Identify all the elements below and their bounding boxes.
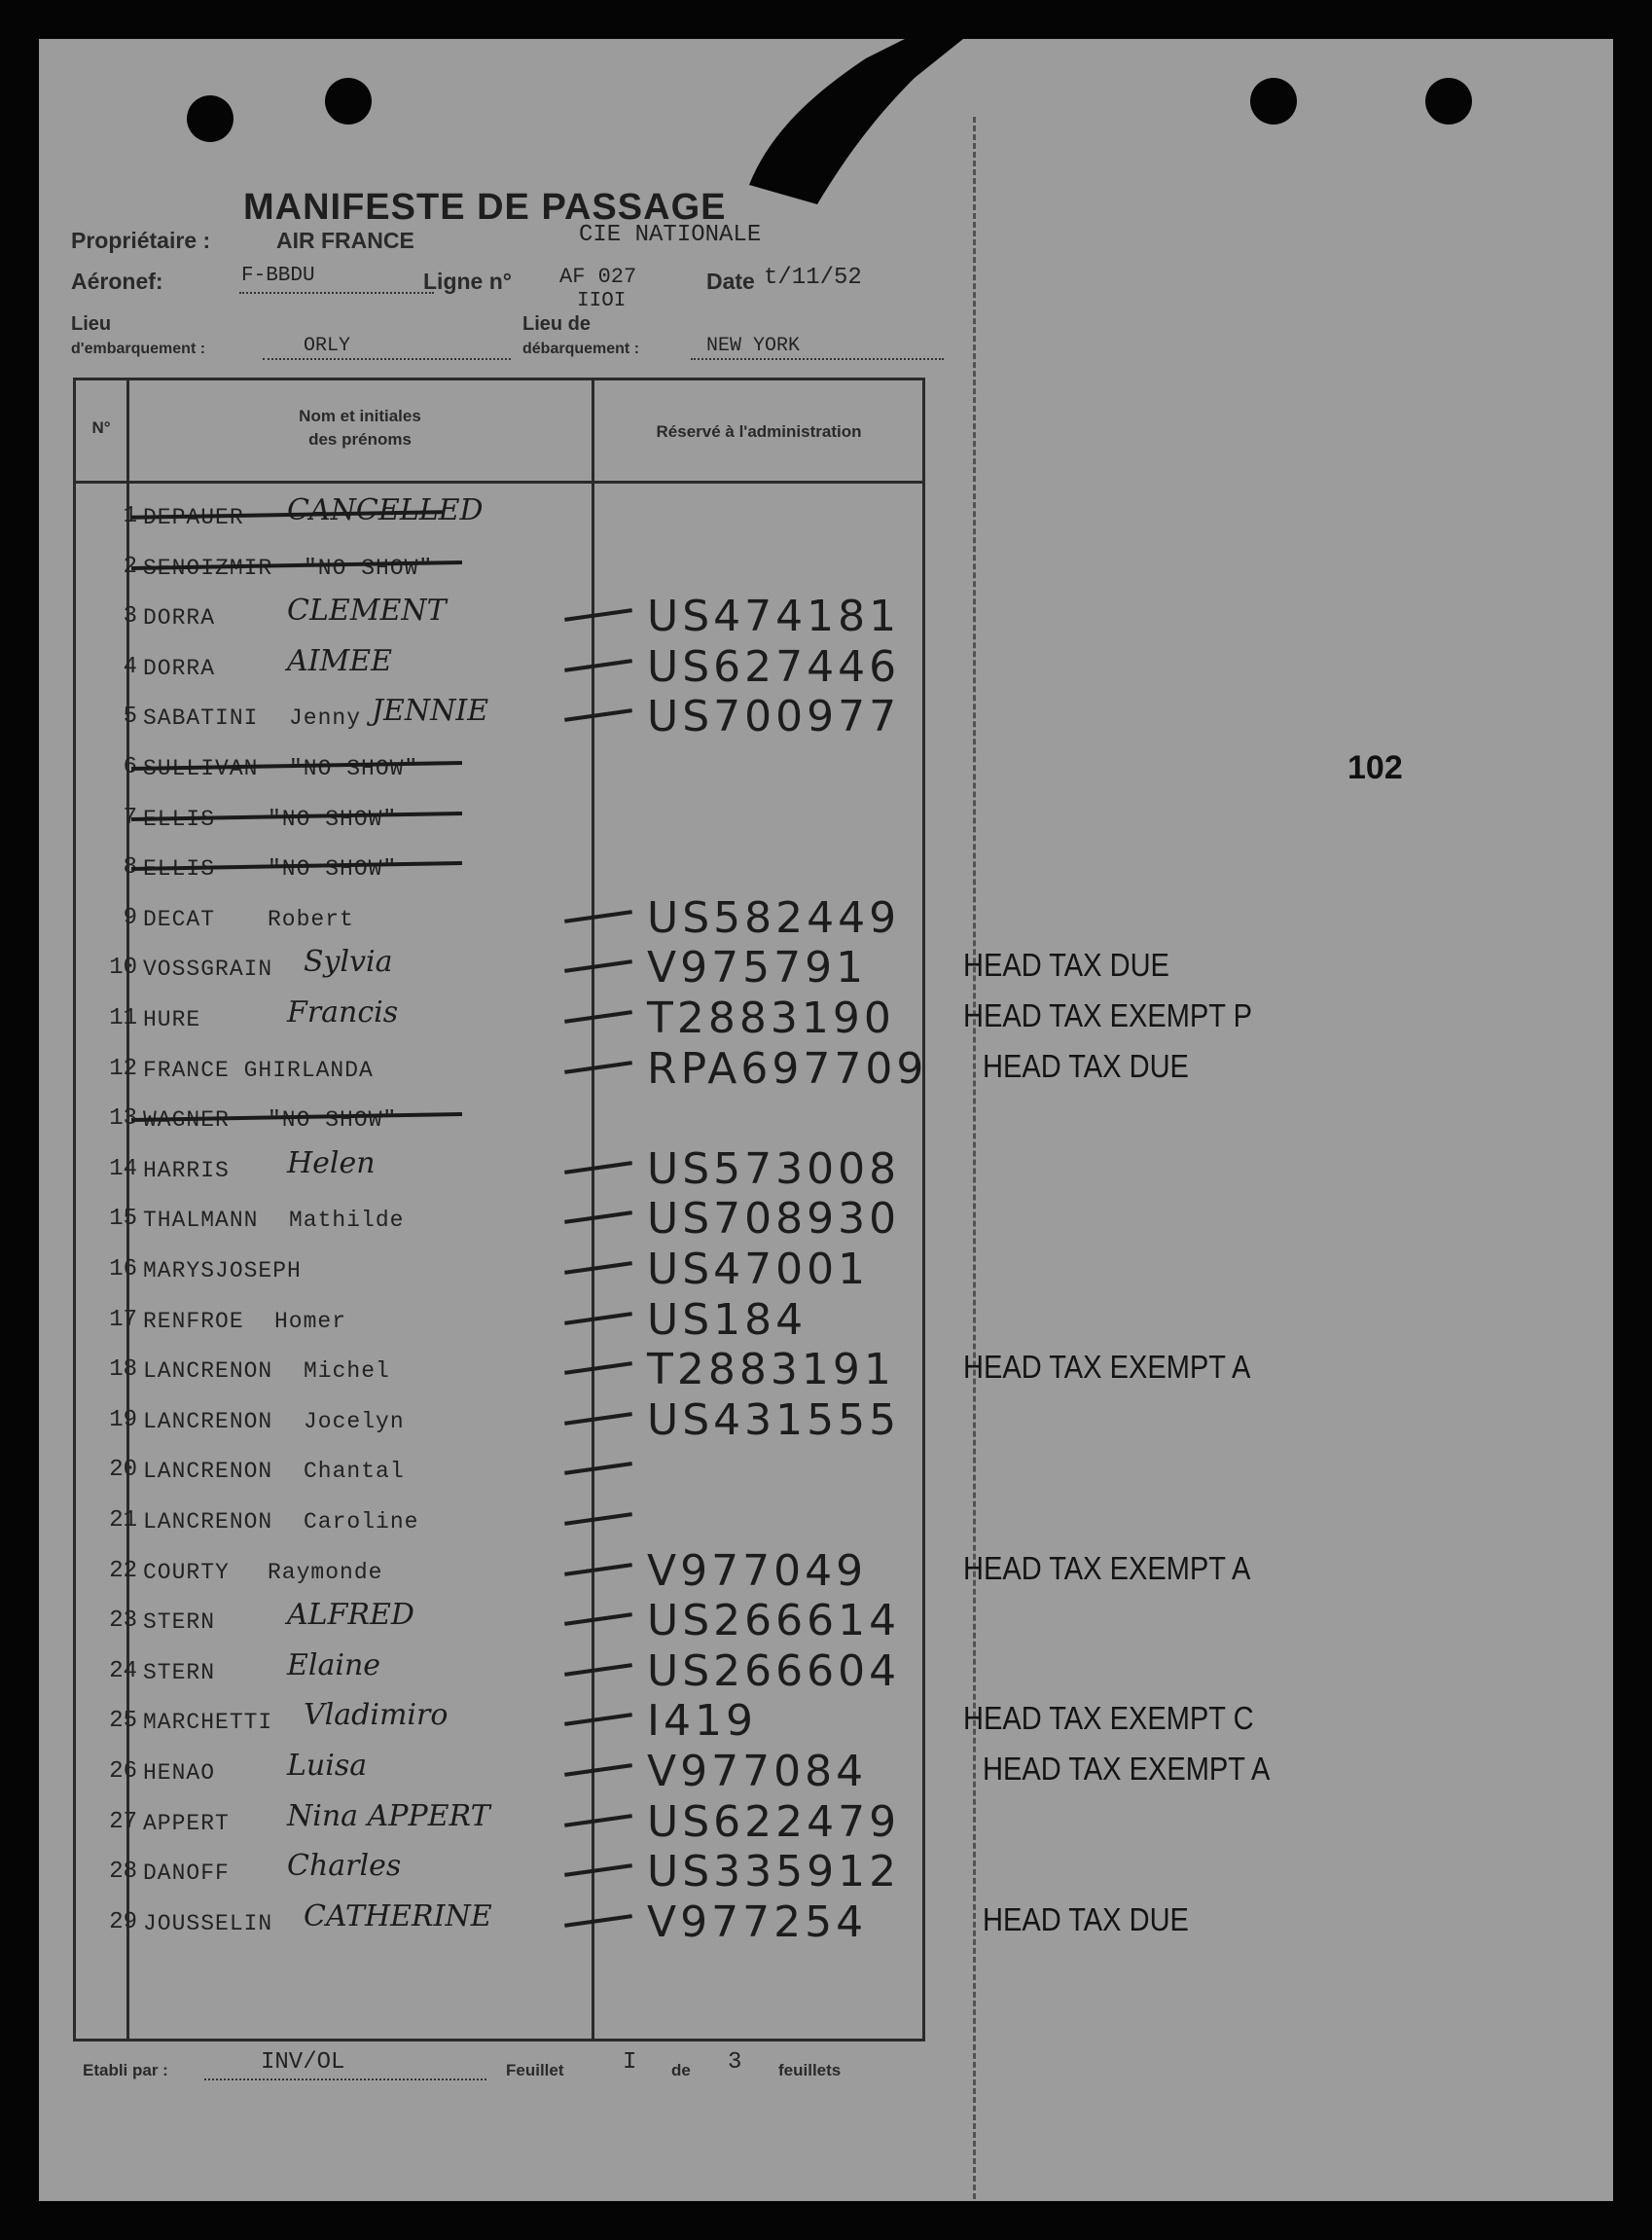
handwritten-name: Sylvia	[304, 945, 393, 980]
passenger-name: SENOIZMIR	[143, 555, 273, 581]
table-header-rule	[73, 481, 925, 484]
check-mark	[564, 709, 632, 723]
of-label: de	[671, 2061, 691, 2079]
check-mark	[564, 960, 632, 974]
passenger-name: JOUSSELIN	[143, 1910, 273, 1936]
row-number: 23	[109, 1608, 137, 1635]
passenger-initials: Homer	[274, 1308, 347, 1334]
row-number: 14	[109, 1155, 137, 1182]
row-number: 17	[109, 1306, 137, 1333]
visa-number: US47001	[647, 1245, 870, 1294]
visa-number: RPA697709	[647, 1043, 928, 1094]
visa-number: US627446	[647, 641, 901, 692]
col-no-header: N°	[91, 418, 111, 437]
table-row	[73, 793, 925, 844]
head-tax-note: HEAD TAX EXEMPT A	[983, 1751, 1271, 1787]
check-mark	[564, 659, 632, 672]
head-tax-note: HEAD TAX EXEMPT A	[963, 1349, 1251, 1386]
check-mark	[564, 1914, 632, 1928]
visa-number: US582449	[647, 892, 901, 943]
visa-number: T2883191	[647, 1345, 895, 1395]
table-row	[73, 1345, 1251, 1395]
table-row	[73, 1395, 925, 1446]
row-number: 11	[109, 1005, 137, 1031]
check-mark	[564, 1663, 632, 1677]
row-number: 6	[123, 754, 137, 780]
passenger-initials: "NO SHOW"	[289, 756, 419, 781]
check-mark	[564, 1612, 632, 1626]
owner-value: AIR FRANCE	[276, 228, 414, 253]
handwritten-name: Nina APPERT	[287, 1798, 490, 1833]
head-tax-note: HEAD TAX EXEMPT A	[963, 1549, 1251, 1586]
passenger-initials: "NO SHOW"	[268, 856, 398, 883]
sheet-label: Feuillet	[506, 2061, 564, 2079]
passenger-name: DANOFF	[143, 1861, 230, 1887]
passenger-name: STERN	[143, 1659, 216, 1685]
table-row	[73, 1295, 925, 1346]
table-row	[73, 1144, 925, 1195]
row-number: 27	[109, 1808, 137, 1835]
company-name: CIE NATIONALE	[579, 222, 762, 248]
check-mark	[564, 1161, 632, 1174]
disembark-label-2: débarquement :	[522, 341, 640, 357]
table-row	[73, 1043, 1189, 1095]
sheet-value: I	[623, 2049, 637, 2076]
passenger-initials: Chantal	[304, 1459, 405, 1485]
passenger-name: DEPAUER	[143, 505, 244, 530]
table-row	[73, 893, 925, 944]
handwritten-name: AIMEE	[287, 643, 393, 678]
embark-label: Lieu	[71, 313, 112, 335]
head-tax-note: HEAD TAX DUE	[983, 1047, 1189, 1084]
passenger-initials: "NO SHOW"	[268, 1107, 398, 1134]
passenger-name: LANCRENON	[143, 1459, 273, 1485]
table-row	[73, 1747, 1271, 1797]
visa-number: US622479	[647, 1796, 901, 1847]
visa-number: US700977	[647, 692, 901, 742]
row-number: 9	[123, 904, 137, 931]
handwritten-name: CATHERINE	[304, 1898, 492, 1933]
passenger-name: LANCRENON	[143, 1509, 273, 1535]
passenger-initials: Michel	[304, 1358, 390, 1385]
passenger-name: SULLIVAN	[143, 756, 259, 781]
table-row	[73, 1094, 925, 1144]
visa-number: T2883190	[647, 994, 895, 1043]
check-mark	[564, 910, 632, 923]
check-mark	[564, 1312, 632, 1325]
row-number: 7	[123, 804, 137, 831]
passenger-initials: Mathilde	[289, 1208, 405, 1234]
table-row	[73, 843, 925, 893]
visa-number: US573008	[647, 1143, 901, 1194]
punch-hole	[187, 95, 233, 142]
passenger-name: ELLIS	[143, 856, 216, 883]
owner-label: Propriétaire :	[71, 228, 211, 253]
established-value: INV/OL	[261, 2049, 345, 2076]
passenger-name: MARCHETTI	[143, 1710, 273, 1736]
passenger-initials: Jocelyn	[304, 1408, 405, 1434]
line-label: Ligne n°	[423, 269, 512, 294]
handwritten-name: ALFRED	[287, 1598, 414, 1633]
passenger-initials: Jenny	[289, 705, 362, 732]
date-value: t/11/52	[764, 265, 862, 291]
passenger-name: SABATINI	[143, 705, 259, 732]
row-number: 22	[109, 1557, 137, 1584]
passenger-name: WAGNER	[143, 1107, 230, 1134]
fold-line	[973, 117, 980, 2199]
handwritten-name: Helen	[287, 1145, 376, 1180]
check-mark	[564, 1361, 632, 1375]
col-admin-header: Réservé à l'administration	[656, 422, 862, 441]
check-mark	[564, 1412, 632, 1426]
check-mark	[564, 1714, 632, 1727]
embark-value: ORLY	[304, 335, 351, 357]
visa-number: V977084	[647, 1747, 868, 1796]
passenger-name: APPERT	[143, 1810, 230, 1836]
passenger-name: MARYSJOSEPH	[143, 1258, 302, 1283]
table-row	[73, 1194, 925, 1245]
head-tax-note: HEAD TAX DUE	[963, 947, 1169, 984]
visa-number: US184	[647, 1294, 808, 1345]
passenger-name: FRANCE GHIRLANDA	[143, 1057, 374, 1083]
table-row	[73, 1797, 925, 1848]
table-row	[73, 742, 925, 793]
visa-number: I419	[647, 1696, 757, 1747]
disembark-label: Lieu de	[522, 313, 592, 335]
punch-hole	[325, 78, 372, 125]
check-mark	[564, 1261, 632, 1275]
table-row	[73, 1696, 1254, 1747]
row-number: 15	[109, 1206, 137, 1233]
passenger-name: THALMANN	[143, 1208, 259, 1234]
passenger-name: DORRA	[143, 605, 216, 632]
table-row	[73, 491, 925, 542]
handwritten-name: CANCELLED	[287, 493, 484, 527]
passenger-initials: "NO SHOW"	[304, 555, 434, 581]
passenger-initials: Robert	[268, 906, 354, 932]
table-row	[73, 1596, 925, 1646]
col-name-header: Nom et initiales	[299, 407, 421, 425]
table-row	[73, 1847, 925, 1897]
dotted-line	[263, 358, 511, 360]
dotted-line	[691, 358, 944, 360]
visa-number: V977049	[647, 1545, 868, 1596]
row-number: 18	[109, 1356, 137, 1384]
col-name-header-2: des prénoms	[308, 430, 412, 449]
check-mark	[564, 1563, 632, 1576]
table-row	[73, 994, 1252, 1044]
sheets-label: feuillets	[778, 2061, 842, 2079]
head-tax-note: HEAD TAX EXEMPT C	[963, 1700, 1254, 1737]
head-tax-note: HEAD TAX EXEMPT P	[963, 997, 1252, 1033]
table-row	[73, 1646, 925, 1697]
passenger-name: HURE	[143, 1007, 201, 1032]
aircraft-label: Aéronef:	[71, 269, 163, 294]
check-mark	[564, 1863, 632, 1877]
of-value: 3	[728, 2049, 742, 2076]
check-mark	[564, 1061, 632, 1074]
table-row	[73, 1897, 1189, 1948]
visa-number: US335912	[647, 1847, 901, 1897]
check-mark	[564, 1814, 632, 1827]
row-number: 19	[109, 1406, 137, 1433]
check-mark	[564, 1010, 632, 1024]
row-number: 16	[109, 1256, 137, 1283]
row-number: 10	[109, 955, 137, 982]
table-row	[73, 1445, 925, 1496]
page-number: 102	[1347, 749, 1403, 786]
row-number: 21	[109, 1507, 137, 1534]
visa-number: V977254	[647, 1897, 868, 1947]
handwritten-name: Luisa	[287, 1749, 368, 1783]
page-title: MANIFESTE DE PASSAGE	[243, 187, 727, 228]
handwritten-name: Charles	[287, 1849, 402, 1884]
passenger-name: DORRA	[143, 655, 216, 681]
passenger-name: VOSSGRAIN	[143, 957, 273, 983]
date-label: Date	[706, 269, 755, 294]
check-mark	[564, 1763, 632, 1777]
table-row	[73, 1496, 925, 1546]
passenger-name: LANCRENON	[143, 1358, 273, 1385]
established-label: Etabli par :	[83, 2061, 168, 2079]
check-mark	[564, 608, 632, 622]
table-row	[73, 542, 925, 593]
passenger-initials: "NO SHOW"	[268, 806, 398, 832]
row-number: 13	[109, 1105, 137, 1133]
table-row	[73, 592, 925, 642]
passenger-name: LANCRENON	[143, 1408, 273, 1434]
visa-number: V975791	[647, 943, 868, 994]
row-number: 24	[109, 1657, 137, 1684]
embark-label-2: d'embarquement :	[71, 341, 206, 357]
line-sub: IIOI	[577, 290, 627, 312]
row-number: 8	[123, 854, 137, 882]
row-number: 29	[109, 1908, 137, 1935]
row-number: 25	[109, 1708, 137, 1735]
passenger-initials: Raymonde	[268, 1559, 383, 1585]
row-number: 3	[123, 603, 137, 631]
row-number: 26	[109, 1758, 137, 1785]
handwritten-name: Vladimiro	[304, 1698, 449, 1733]
row-number: 20	[109, 1457, 137, 1484]
table-row	[73, 692, 925, 742]
aircraft-value: F-BBDU	[241, 265, 315, 287]
line-value: AF 027	[559, 265, 637, 289]
visa-number: US474181	[647, 592, 901, 642]
handwritten-name: CLEMENT	[287, 594, 447, 629]
visa-number: US266604	[647, 1645, 901, 1696]
visa-number: US266614	[647, 1596, 901, 1646]
row-number: 1	[123, 503, 137, 529]
disembark-value: NEW YORK	[706, 335, 801, 357]
row-number: 2	[123, 553, 137, 580]
handwritten-name: Elaine	[287, 1647, 381, 1682]
check-mark	[564, 1463, 632, 1476]
passenger-name: STERN	[143, 1609, 216, 1636]
torn-corner	[749, 39, 963, 224]
passenger-name: ELLIS	[143, 806, 216, 832]
head-tax-note: HEAD TAX DUE	[983, 1900, 1189, 1937]
punch-hole	[1425, 78, 1472, 125]
check-mark	[564, 1512, 632, 1526]
visa-number: US431555	[647, 1394, 901, 1445]
table-row	[73, 642, 925, 693]
check-mark	[564, 1211, 632, 1225]
row-number: 28	[109, 1859, 137, 1886]
passenger-name: RENFROE	[143, 1308, 244, 1334]
handwritten-name: JENNIE	[372, 694, 489, 729]
dotted-line	[204, 2078, 486, 2080]
table-row	[73, 943, 1169, 994]
passenger-name: HENAO	[143, 1760, 216, 1786]
passenger-initials: Caroline	[304, 1509, 419, 1535]
row-number: 4	[123, 653, 137, 680]
table-row	[73, 1245, 925, 1295]
handwritten-name: Francis	[287, 995, 399, 1030]
row-number: 12	[109, 1055, 137, 1082]
dotted-line	[239, 292, 434, 294]
passenger-name: HARRIS	[143, 1157, 230, 1183]
row-number: 5	[123, 704, 137, 731]
punch-hole	[1250, 78, 1297, 125]
table-row	[73, 1545, 1251, 1597]
passenger-name: COURTY	[143, 1559, 230, 1585]
visa-number: US708930	[647, 1194, 901, 1245]
passenger-name: DECAT	[143, 906, 216, 932]
